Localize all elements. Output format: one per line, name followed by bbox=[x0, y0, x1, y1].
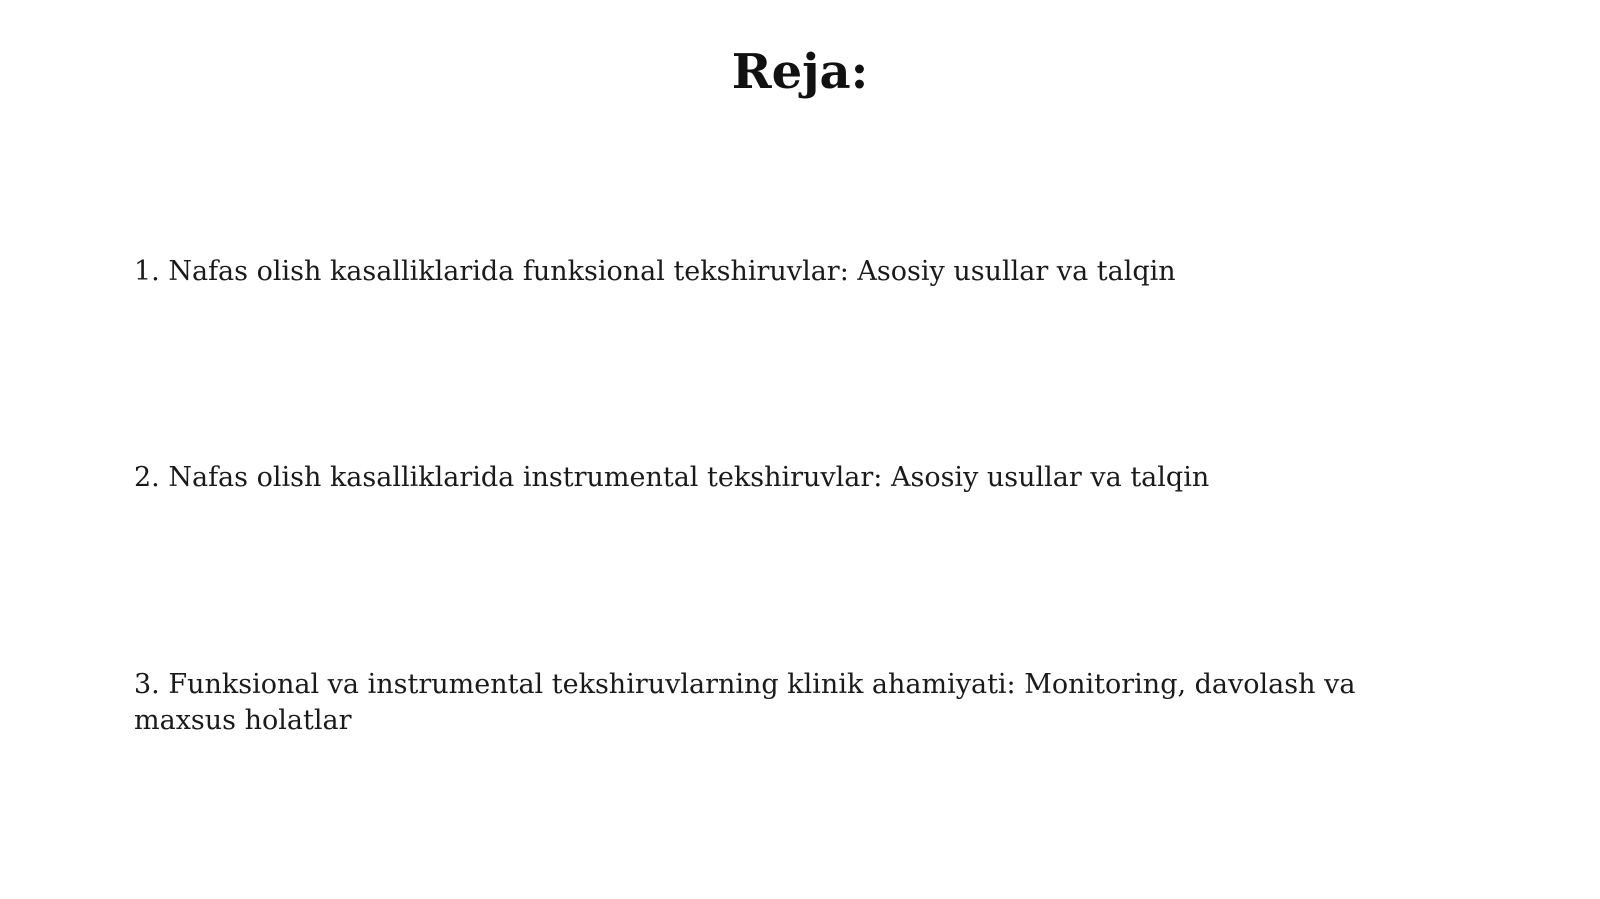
plan-item-2: 2. Nafas olish kasalliklarida instrumental tekshiruvlar: Asosiy usullar va talqin bbox=[134, 462, 1210, 493]
slide-title: Reja: bbox=[731, 44, 869, 100]
plan-item-3: 3. Funksional va instrumental tekshiruvlarning klinik ahamiyati: Monitoring, davolash va maxsus holatlar bbox=[134, 669, 1356, 736]
plan-item-1: 1. Nafas olish kasalliklarida funksional tekshiruvlar: Asosiy usullar va talqin bbox=[134, 256, 1176, 287]
